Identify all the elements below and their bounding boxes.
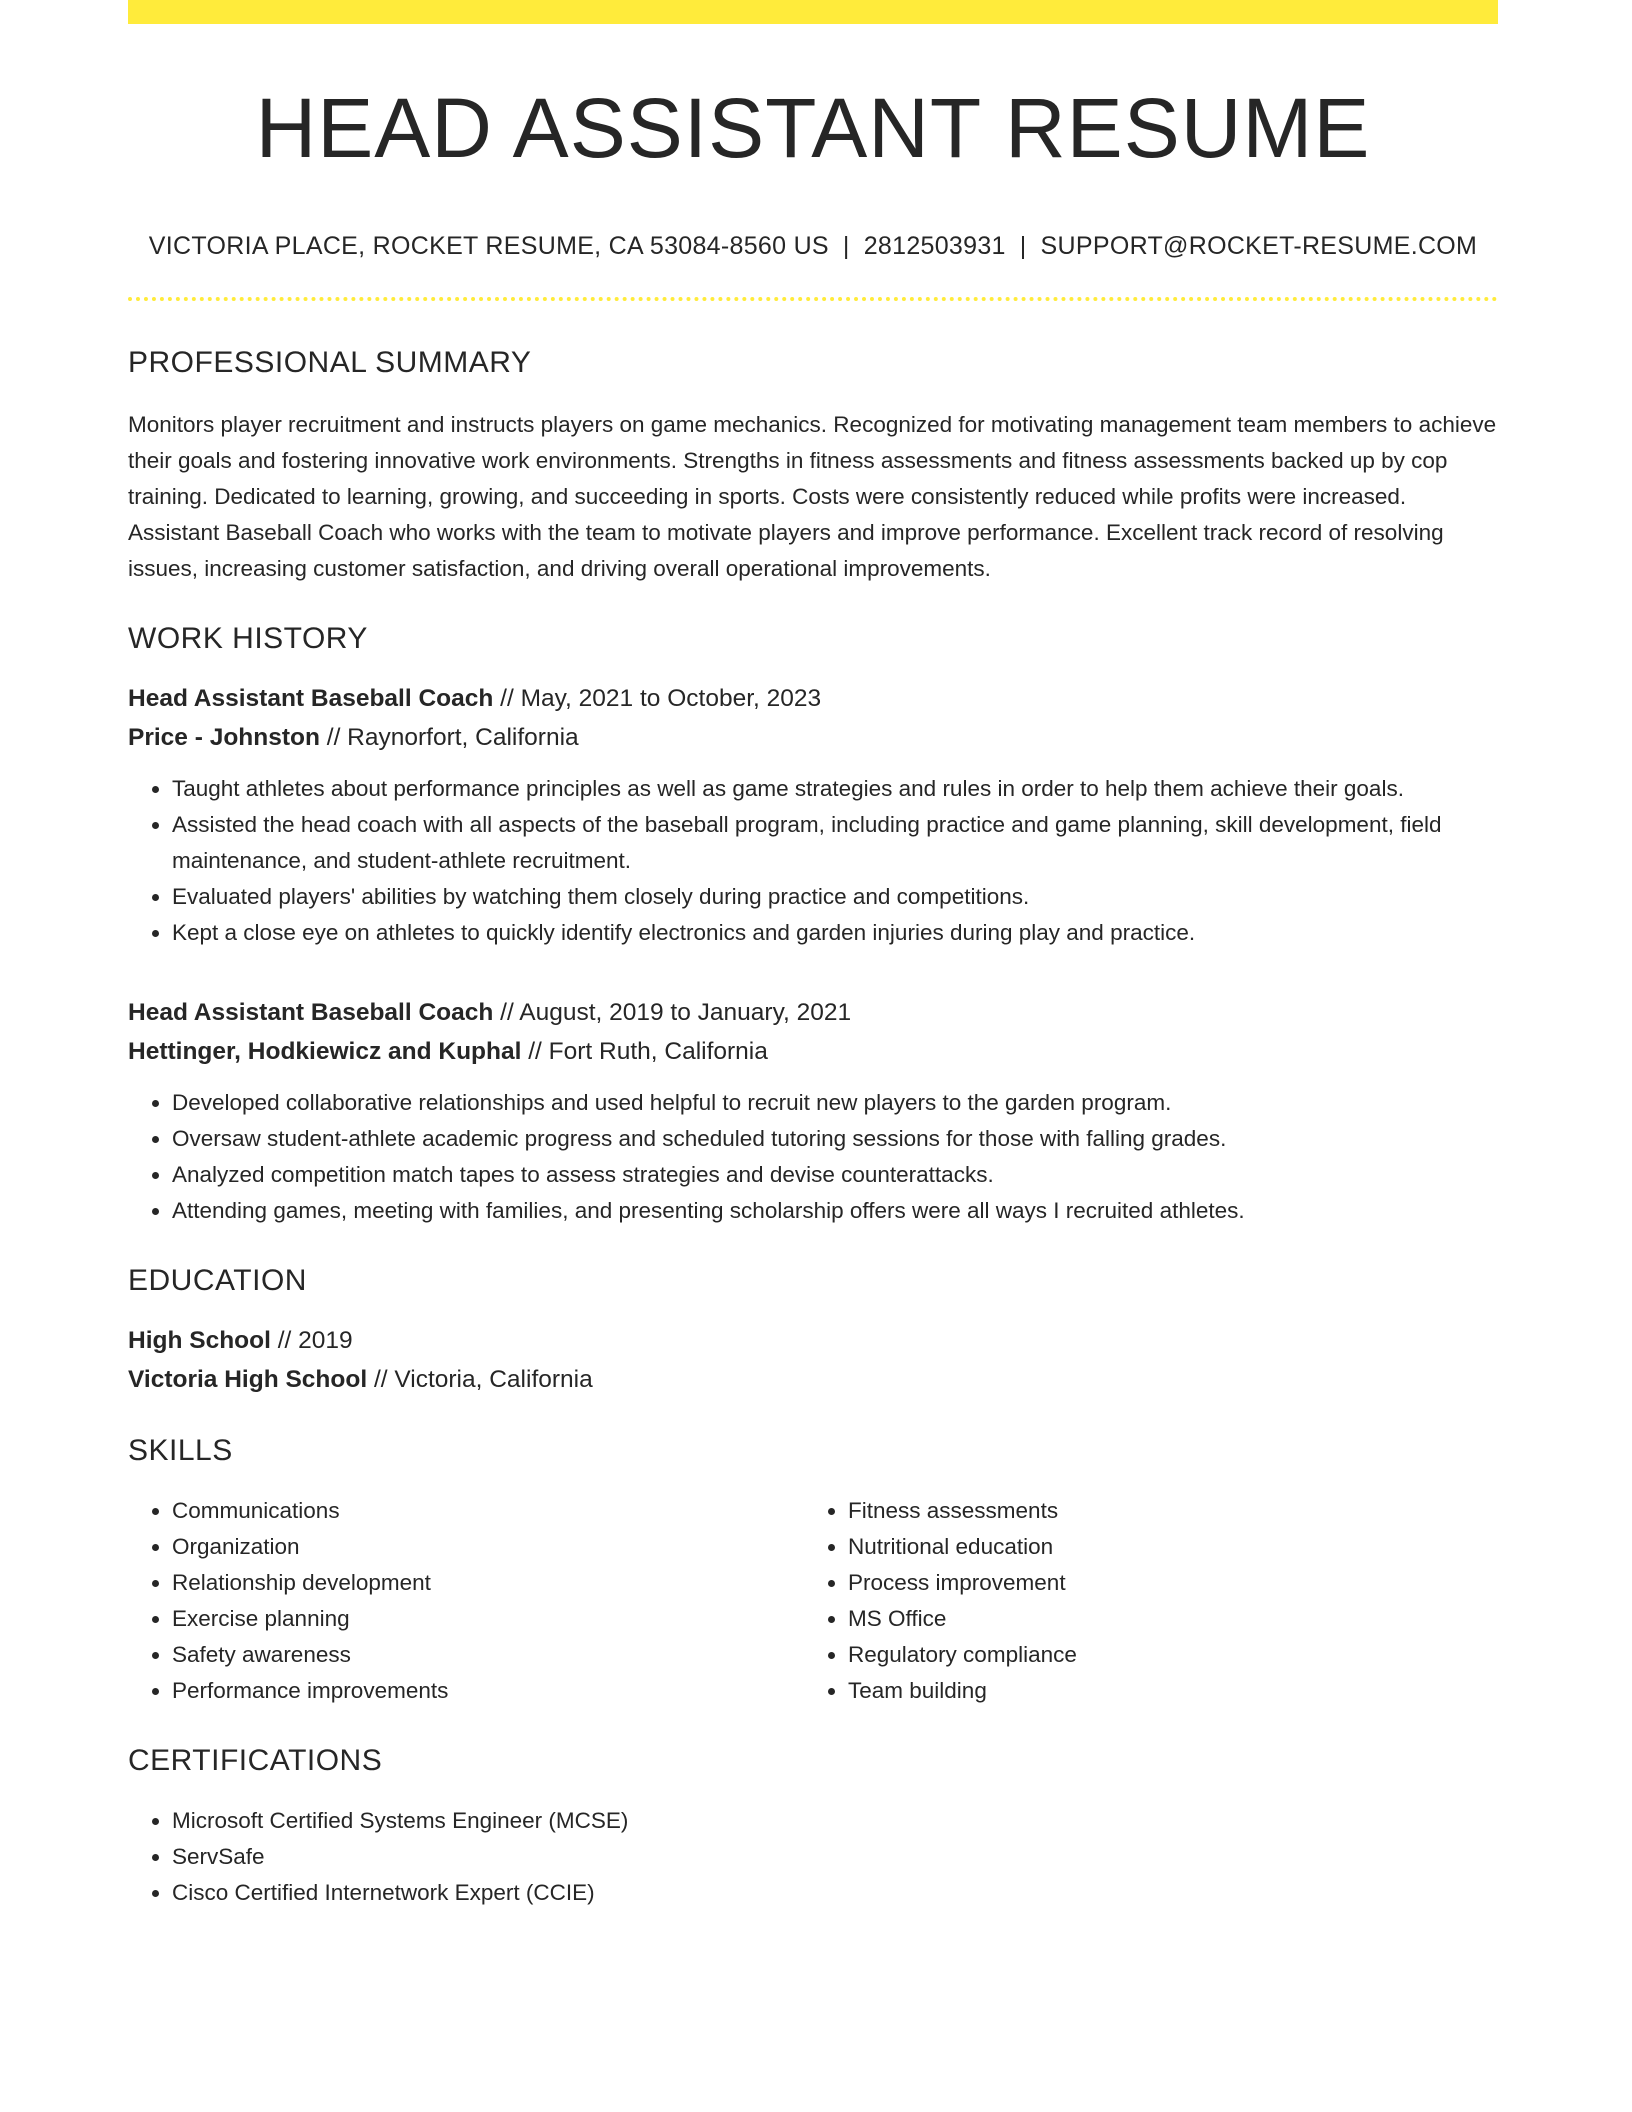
certifications-list bbox=[128, 1803, 1498, 1911]
summary-text: Monitors player recruitment and instructs players on game mechanics. Recognized for motivating management team members to achieve their goals and fostering innovative work environments. Strengths in fitness assessments and fitness assessments backed up by cop training. Dedicated to learning, growing, and succeeding in sports. Costs were consistently reduced while profits were increased. Assistant Baseball Coach who works with the team to motivate players and improve performance. Excellent track record of resolving issues, increasing customer satisfaction, and driving overall operational improvements. bbox=[128, 412, 1497, 582]
list-item: • Regulatory compliance bbox=[848, 1637, 1480, 1673]
list-item: • Assisted the head coach with all aspects of the baseball program, including practice and game planning, skill development, field maintenance, and student-athlete recruitment. bbox=[172, 807, 1498, 879]
list-item: • Taught athletes about performance principles as well as game strategies and rules in order to help them achieve their goals. bbox=[172, 771, 1498, 807]
skills-columns bbox=[128, 1493, 1498, 1709]
education-year: // 2019 bbox=[270, 1327, 353, 1355]
contact-separator: | bbox=[842, 232, 850, 261]
job-company: Hettinger, Hodkiewicz and Kuphal bbox=[128, 1038, 522, 1066]
list-item: • Team building bbox=[848, 1673, 1480, 1709]
job-location: // Fort Ruth, California bbox=[521, 1038, 768, 1066]
list-item: • Fitness assessments bbox=[848, 1493, 1480, 1529]
contact-line bbox=[128, 232, 1498, 261]
work-history-heading: WORK HISTORY bbox=[128, 622, 368, 656]
education-heading: EDUCATION bbox=[128, 1264, 307, 1298]
list-item: • Communications bbox=[172, 1493, 804, 1529]
resume-page bbox=[128, 0, 1498, 1911]
list-item: • Performance improvements bbox=[172, 1673, 804, 1709]
job-company-line bbox=[128, 1032, 1498, 1071]
dotted-divider bbox=[128, 297, 1498, 301]
list-item: • Evaluated players' abilities by watching them closely during practice and competitions. bbox=[172, 879, 1498, 915]
list-item: • Attending games, meeting with families, and presenting scholarship offers were all ways I recruited athletes. bbox=[172, 1193, 1498, 1229]
list-item: • Nutritional education bbox=[848, 1529, 1480, 1565]
job-company-line bbox=[128, 718, 1498, 757]
skills-list-left bbox=[128, 1493, 804, 1709]
list-item: • ServSafe bbox=[172, 1839, 1498, 1875]
certifications-heading: CERTIFICATIONS bbox=[128, 1744, 383, 1778]
education-location: // Victoria, California bbox=[367, 1366, 593, 1394]
job-bullets bbox=[128, 771, 1498, 951]
education-school-line bbox=[128, 1360, 1498, 1399]
education-degree: High School bbox=[128, 1327, 271, 1355]
list-item: • Relationship development bbox=[172, 1565, 804, 1601]
list-item: • Microsoft Certified Systems Engineer (MCSE) bbox=[172, 1803, 1498, 1839]
list-item: • Analyzed competition match tapes to assess strategies and devise counterattacks. bbox=[172, 1157, 1498, 1193]
list-item: • Kept a close eye on athletes to quickly identify electronics and garden injuries during play and practice. bbox=[172, 915, 1498, 951]
skills-list-right bbox=[804, 1493, 1480, 1709]
contact-separator: | bbox=[1019, 232, 1027, 261]
list-item: • Cisco Certified Internetwork Expert (CCIE) bbox=[172, 1875, 1498, 1911]
summary-heading: PROFESSIONAL SUMMARY bbox=[128, 346, 532, 380]
list-item: • Safety awareness bbox=[172, 1637, 804, 1673]
resume-title: HEAD ASSISTANT RESUME bbox=[255, 81, 1371, 175]
job-dates: // August, 2019 to January, 2021 bbox=[493, 999, 852, 1027]
job-title-line bbox=[128, 993, 1498, 1032]
list-item: • Oversaw student-athlete academic progress and scheduled tutoring sessions for those with falling grades. bbox=[172, 1121, 1498, 1157]
job-bullets bbox=[128, 1085, 1498, 1229]
accent-top-bar bbox=[128, 0, 1498, 24]
job-company: Price - Johnston bbox=[128, 724, 320, 752]
education-degree-line bbox=[128, 1321, 1498, 1360]
list-item: • Exercise planning bbox=[172, 1601, 804, 1637]
list-item: • Process improvement bbox=[848, 1565, 1480, 1601]
contact-phone: 2812503931 bbox=[863, 232, 1006, 261]
job-title: Head Assistant Baseball Coach bbox=[128, 999, 494, 1027]
education-school: Victoria High School bbox=[128, 1366, 368, 1394]
education-entry bbox=[128, 1321, 1498, 1399]
list-item: • Developed collaborative relationships and used helpful to recruit new players to the garden program. bbox=[172, 1085, 1498, 1121]
skills-heading: SKILLS bbox=[128, 1434, 233, 1468]
contact-address: VICTORIA PLACE, ROCKET RESUME, CA 53084-8560 US bbox=[148, 232, 829, 261]
list-item: • Organization bbox=[172, 1529, 804, 1565]
job-title-line bbox=[128, 679, 1498, 718]
job-title: Head Assistant Baseball Coach bbox=[128, 685, 494, 713]
job-dates: // May, 2021 to October, 2023 bbox=[493, 685, 822, 713]
list-item: • MS Office bbox=[848, 1601, 1480, 1637]
job-entry bbox=[128, 679, 1498, 951]
contact-email: SUPPORT@ROCKET-RESUME.COM bbox=[1040, 232, 1478, 261]
job-location: // Raynorfort, California bbox=[319, 724, 579, 752]
job-entry bbox=[128, 993, 1498, 1229]
